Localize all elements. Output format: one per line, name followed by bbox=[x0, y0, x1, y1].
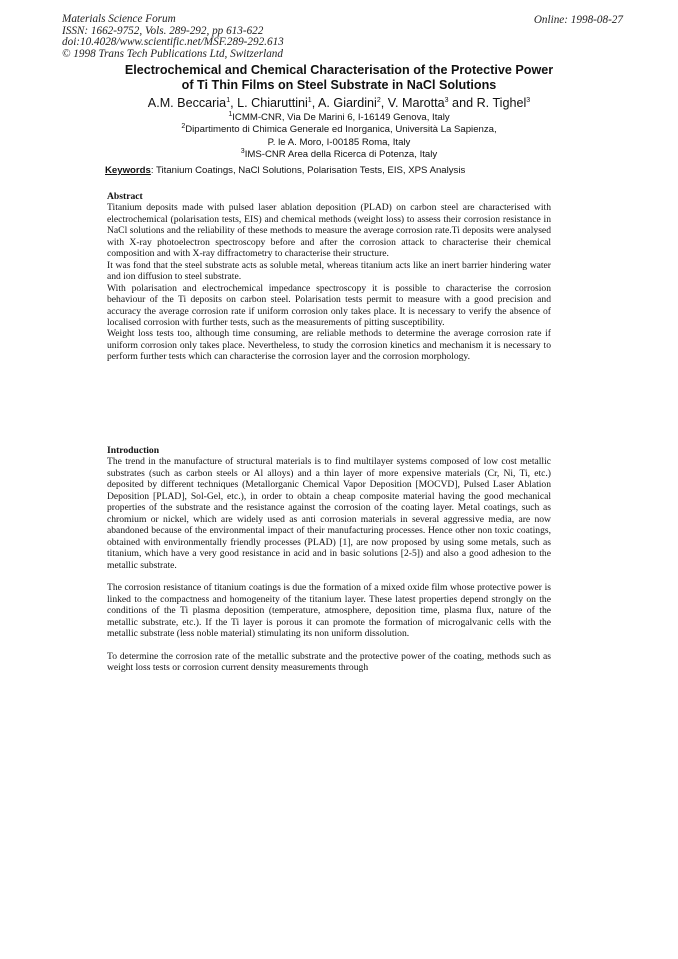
meta-line: © 1998 Trans Tech Publications Ltd, Switzerland bbox=[62, 47, 283, 60]
affiliation-text: IMS-CNR Area della Ricerca di Potenza, Italy bbox=[244, 148, 438, 160]
keywords-text: : Titanium Coatings, NaCl Solutions, Polarisation Tests, EIS, XPS Analysis bbox=[150, 165, 466, 176]
paragraph: With polarisation and electrochemical impedance spectroscopy it is possible to characterise the corrosion behaviour of the Ti deposits on carbon steel. Polarisation tests permit to measure with a good precision and accuracy the average corrosion rate if uniform corrosion only takes place. It is necessary to verify the absence of localised corrosion with further tests, such as the measurements of pitting susceptibility. bbox=[107, 282, 551, 328]
author-affil-index: 3 bbox=[444, 96, 449, 104]
title-line: of Ti Thin Films on Steel Substrate in NaCl Solutions bbox=[181, 77, 497, 92]
paragraph: The trend in the manufacture of structural materials is to find multilayer systems composed of low cost metallic substrates (such as carbon steels or Al alloys) and a thin layer of more expensive materials (Cr, Ni, Ti, etc.) deposited by different techniques (Metallorganic Chemical Vapor Deposition [MOCVD], Pulsed Laser Ablation Deposition [PLAD], Sol-Gel, etc.), in order to obtain a cheap composite material having the good mechanical properties of the substrate and the resistance against the corrosion of the coating layer. Metal coatings, such as chromium or nickel, which are widely used as anti corrosion materials in several aggressive media, are now abandoned because of the environmental impact of their manufacturing processes. Hence other non toxic coatings, obtained with environmentally friendly processes (PLAD) [1], are now proposed by using some metals, such as titanium, which have a very good resistance in acid and in basic solutions [2-5]) and also a good adhesion to the metallic substrate. bbox=[107, 456, 551, 571]
author-name: A. Giardini bbox=[318, 96, 377, 110]
affiliation-text: ICMM-CNR, Via De Marini 6, I-16149 Genova, Italy bbox=[232, 112, 450, 123]
author-separator: , bbox=[380, 96, 388, 110]
abstract-heading: Abstract bbox=[107, 191, 143, 202]
introduction-heading: Introduction bbox=[107, 445, 160, 456]
paragraph: Weight loss tests too, although time consuming, are reliable methods to determine the average corrosion rate if uniform corrosion only takes place. Nevertheless, to study the corrosion kinetics and mechanism it is necessary to perform further tests which can characterise the corrosion layer and the corrosion morphology. bbox=[107, 328, 551, 363]
meta-line: doi:10.4028/www.scientific.net/MSF.289-292.613 bbox=[62, 36, 284, 49]
title-line: Electrochemical and Chemical Characterisation of the Protective Power bbox=[124, 63, 554, 77]
author-name: V. Marotta bbox=[387, 96, 445, 110]
affiliation-line bbox=[60, 112, 618, 124]
online-date: Online: 1998-08-27 bbox=[533, 14, 623, 26]
meta-line: ISSN: 1662-9752, Vols. 289-292, pp 613-622 bbox=[62, 24, 264, 37]
paper-title bbox=[80, 63, 598, 92]
abstract-section bbox=[107, 191, 551, 363]
introduction-section bbox=[107, 445, 551, 674]
paragraph: Titanium deposits made with pulsed laser ablation deposition (PLAD) on carbon steel are characterised with electrochemical (polarisation tests, EIS) and chemical methods (weight loss) to assess their corrosion resistance in NaCl solutions and the reliability of these methods to measure the average corrosion rate.Ti deposits were analysed with X-ray photoelectron spectroscopy before and after the corrosion attack to characterise their chemical composition and with X-ray diffractometry to characterise their structure. bbox=[107, 202, 551, 260]
affiliation-text: Dipartimento di Chimica Generale ed Inorganica, Università La Sapienza, bbox=[185, 124, 497, 136]
author-list bbox=[60, 96, 618, 110]
affiliation-line bbox=[60, 137, 618, 149]
affiliation-index: 2 bbox=[181, 123, 186, 131]
affiliation-line bbox=[60, 124, 618, 136]
meta-line: Materials Science Forum bbox=[62, 13, 176, 25]
affiliation-line bbox=[60, 149, 618, 161]
author-affil-index: 1 bbox=[307, 96, 312, 104]
author-affil-index: 2 bbox=[376, 96, 381, 104]
author-name: R. Tighel bbox=[476, 96, 527, 110]
author-name: A.M. Beccaria bbox=[147, 96, 227, 110]
author-separator: , bbox=[311, 96, 319, 110]
author-name: L. Chiaruttini bbox=[237, 96, 308, 110]
author-affil-index: 3 bbox=[526, 96, 531, 104]
affiliation-text: P. le A. Moro, I-00185 Roma, Italy bbox=[267, 136, 411, 148]
author-separator: , bbox=[230, 96, 238, 110]
author-affil-index: 1 bbox=[226, 96, 231, 104]
affiliation-index: 1 bbox=[228, 110, 233, 118]
affiliations bbox=[60, 112, 618, 161]
keywords bbox=[105, 165, 625, 176]
author-separator: and bbox=[448, 96, 477, 110]
paragraph: To determine the corrosion rate of the metallic substrate and the protective power of the coating, methods such as weight loss tests or corrosion current density measurements through bbox=[107, 651, 551, 674]
affiliation-index: 3 bbox=[240, 147, 245, 155]
paragraph: The corrosion resistance of titanium coatings is due the formation of a mixed oxide film whose protective power is linked to the compactness and homogeneity of the titanium layer. These latest properties depend strongly on the conditions of the Ti plasma deposition (temperature, atmosphere, deposition time, plasma flux, nature of the metallic substrate, etc.). If the Ti layer is porous it can promote the formation of microgalvanic cells with the metallic substrate (less noble material) stimulating its non uniform dissolution. bbox=[107, 582, 551, 640]
keywords-label: Keywords bbox=[105, 165, 151, 176]
paragraph: It was fond that the steel substrate acts as soluble metal, whereas titanium acts like an inert barrier hindering water and ion diffusion to steel substrate. bbox=[107, 259, 551, 283]
